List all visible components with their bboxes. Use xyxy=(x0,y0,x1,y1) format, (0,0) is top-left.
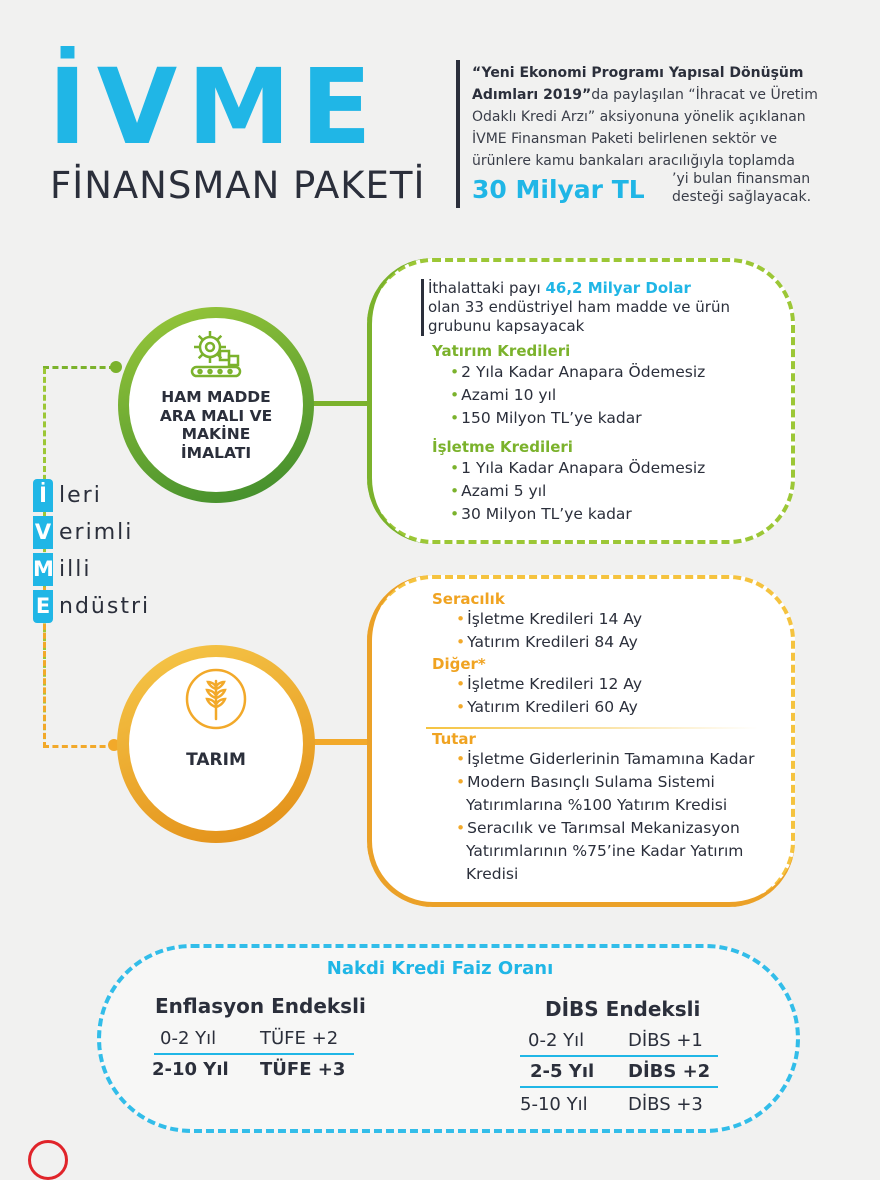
inflation-indexed-heading: Enflasyon Endeksli xyxy=(155,994,366,1018)
list-item: • 30 Milyon TL’ye kadar xyxy=(450,503,705,526)
industry-group-investment xyxy=(432,342,705,430)
industry-group-operating xyxy=(432,438,705,526)
agriculture-label: TARIM xyxy=(186,750,246,770)
list-item: • Azami 10 yıl xyxy=(450,384,705,407)
rate-value: TÜFE +3 xyxy=(260,1059,346,1080)
connector-orange-line xyxy=(313,739,375,745)
list-item: • İşletme Kredileri 12 Ay xyxy=(456,673,642,696)
acronym-word: erimli xyxy=(59,520,134,545)
list-item: • İşletme Giderlerinin Tamamına Kadar xyxy=(456,748,782,771)
list-item: • 1 Yıla Kadar Anapara Ödemesiz xyxy=(450,457,705,480)
list-item: • Modern Basınçlı Sulama Sistemi Yatırımlarına %100 Yatırım Kredisi xyxy=(456,771,782,817)
acronym-row xyxy=(33,514,150,551)
group-title: Yatırım Kredileri xyxy=(432,342,571,360)
interest-rate-title: Nakdi Kredi Faiz Oranı xyxy=(326,958,554,979)
header-description-bold: “Yeni Ekonomi Programı Yapısal Dönüşüm Adımları 2019” xyxy=(472,65,804,103)
connector-green-dot xyxy=(110,361,122,373)
acronym-letter: M xyxy=(33,553,53,586)
group-title: Tutar xyxy=(432,730,476,748)
rate-term: 0-2 Yıl xyxy=(528,1030,585,1051)
list-item: • Yatırım Kredileri 84 Ay xyxy=(456,631,642,654)
industry-label-line: ARA MALI VE xyxy=(159,406,273,425)
acronym-row xyxy=(33,588,150,625)
agriculture-group-greenhouse xyxy=(432,590,642,654)
dibs-indexed-heading: DİBS Endeksli xyxy=(545,997,701,1021)
list-item: • 150 Milyon TL’ye kadar xyxy=(450,407,705,430)
header-description xyxy=(472,62,832,172)
rate-divider xyxy=(520,1055,718,1057)
group-title: İşletme Kredileri xyxy=(432,438,573,456)
list-item: • Azami 5 yıl xyxy=(450,480,705,503)
ministry-emblem-icon xyxy=(28,1140,68,1180)
industry-label xyxy=(129,388,303,462)
rate-divider xyxy=(520,1086,718,1088)
group-title: Diğer* xyxy=(432,655,486,673)
industry-intro-amount: 46,2 Milyar Dolar xyxy=(545,279,691,297)
acronym-list xyxy=(33,477,150,625)
industry-label-line: MAKİNE xyxy=(181,425,251,443)
connector-orange-dash xyxy=(43,745,115,748)
rate-term: 5-10 Yıl xyxy=(520,1094,588,1115)
acronym-word: ndüstri xyxy=(59,594,151,619)
list-item: • İşletme Kredileri 14 Ay xyxy=(456,608,642,631)
acronym-letter: E xyxy=(33,590,53,623)
rate-term: 2-5 Yıl xyxy=(530,1061,595,1082)
agriculture-group-other xyxy=(432,655,642,719)
wheat-icon xyxy=(184,667,248,731)
agriculture-group-amount xyxy=(432,730,782,886)
header-amount-tail: ’yi bulan finansman desteği sağlayacak. xyxy=(672,171,812,205)
header-description-rest: da paylaşılan “İhracat ve Üretim Odaklı Kredi Arzı” aksiyonuna yönelik açıklanan İVME Finansman Paketi belirlenen sektör ve ürünlere kamu bankaları aracılığıyla toplamda xyxy=(472,87,818,169)
list-item: • Yatırım Kredileri 60 Ay xyxy=(456,696,642,719)
factory-gear-icon xyxy=(186,323,246,383)
group-title: Seracılık xyxy=(432,590,505,608)
rate-term: 2-10 Yıl xyxy=(152,1059,229,1080)
industry-label-line: HAM MADDE xyxy=(161,388,271,406)
rate-term: 0-2 Yıl xyxy=(160,1028,217,1049)
connector-green-dash xyxy=(43,366,115,369)
connector-green-line xyxy=(313,401,373,406)
industry-intro-c: olan 33 endüstriyel ham madde ve ürün grubunu kapsayacak xyxy=(428,298,730,335)
page-subtitle: FİNANSMAN PAKETİ xyxy=(50,164,426,207)
rate-value: DİBS +2 xyxy=(628,1061,711,1082)
list-item: • Seracılık ve Tarımsal Mekanizasyon Yatırımlarının %75’ine Kadar Yatırım Kredisi xyxy=(456,817,782,886)
list-item: • 2 Yıla Kadar Anapara Ödemesiz xyxy=(450,361,705,384)
acronym-letter: V xyxy=(33,516,53,549)
acronym-word: illi xyxy=(59,557,92,582)
agriculture-separator xyxy=(426,727,758,729)
rate-divider xyxy=(154,1053,354,1055)
acronym-letter: İ xyxy=(33,479,53,512)
acronym-row xyxy=(33,551,150,588)
acronym-word: leri xyxy=(59,483,102,508)
acronym-row xyxy=(33,477,150,514)
industry-intro-a: İthalattaki payı xyxy=(428,279,546,297)
header-amount: 30 Milyar TL xyxy=(472,175,645,204)
industry-label-line: İMALATI xyxy=(180,443,252,462)
rate-value: TÜFE +2 xyxy=(260,1028,339,1049)
rate-value: DİBS +3 xyxy=(628,1094,703,1115)
industry-intro xyxy=(421,279,758,336)
header-divider xyxy=(456,60,460,208)
rate-value: DİBS +1 xyxy=(628,1030,703,1051)
ivme-logo: İVME xyxy=(48,46,382,168)
